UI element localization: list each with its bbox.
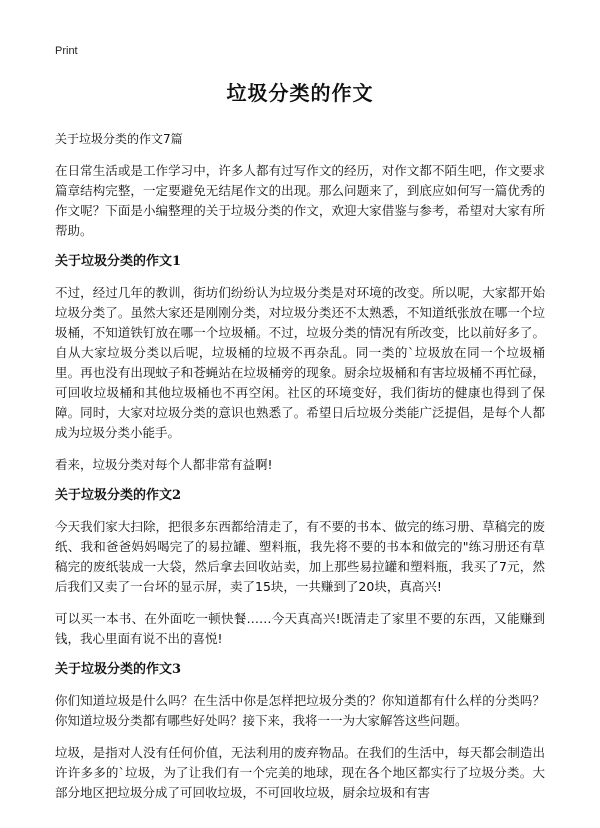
section-paragraph: 可以买一本书、在外面吃一顿快餐……今天真高兴!既清走了家里不要的东西，又能赚到钱，我心里面有说不出的喜悦!	[55, 611, 545, 646]
intro-paragraph: 在日常生活或是工作学习中，许多人都有过写作文的经历，对作文都不陌生吧，作文要求篇章结构完整，一定要避免无结尾作文的出现。那么问题来了，到底应如何写一篇优秀的作文呢？下面是小编整理的关于垃圾分类的作文，欢迎大家借鉴与参考，希望对大家有所帮助。	[55, 163, 545, 238]
page-title: 垃圾分类的作文	[226, 81, 374, 105]
document-page	[55, 44, 545, 815]
section-paragraph: 不过，经过几年的教训，街坊们纷纷认为垃圾分类是对环境的改变。所以呢，大家都开始垃圾分类了。虽然大家还是刚刚分类，对垃圾分类还不太熟悉，不知道纸张放在哪一个垃圾桶，不知道铁钉放在哪一个垃圾桶。不过，垃圾分类的情况有所改变，比以前好多了。自从大家垃圾分类以后呢，垃圾桶的垃圾不再杂乱。同一类的`垃圾放在同一个垃圾桶里。再也没有出现蚊子和苍蝇站在垃圾桶旁的现象。厨余垃圾桶和有害垃圾桶不再忙碌，可回收垃圾桶和其他垃圾桶也不再空闲。社区的环境变好，我们街坊的健康也得到了保障。同时，大家对垃圾分类的意识也熟悉了。希望日后垃圾分类能广泛提倡，是每个人都成为垃圾分类小能手。	[55, 285, 545, 440]
print-link[interactable]: Print	[55, 45, 78, 57]
section-paragraph: 垃圾，是指对人没有任何价值，无法利用的废弃物品。在我们的生活中，每天都会制造出许许多多的`垃圾，为了让我们有一个完美的地球，现在各个地区都实行了垃圾分类。大部分地区把垃圾分成了可回收垃圾，不可回收垃圾，厨余垃圾和有害	[55, 745, 545, 800]
essay-section-2	[55, 487, 545, 649]
essay-section-3	[55, 661, 545, 803]
document-subtitle: 关于垃圾分类的作文7篇	[55, 132, 183, 146]
section-paragraph: 今天我们家大扫除，把很多东西都给清走了，有不要的书本、做完的练习册、草稿完的废纸、我和爸爸妈妈喝完了的易拉罐、塑料瓶，我先将不要的书本和做完的"练习册还有草稿完的废纸装成一大袋，然后拿去回收站卖，加上那些易拉罐和塑料瓶，我买了7元，然后我们又卖了一台坏的显示屏，卖了15块，一共赚到了20块，真高兴!	[55, 519, 545, 594]
section-heading: 关于垃圾分类的作文3	[55, 662, 182, 677]
essay-section-1	[55, 253, 545, 475]
section-paragraph: 看来，垃圾分类对每个人都非常有益啊!	[55, 457, 273, 472]
section-heading: 关于垃圾分类的作文2	[55, 488, 182, 503]
section-paragraph: 你们知道垃圾是什么吗？在生活中你是怎样把垃圾分类的？你知道都有什么样的分类吗？你知道垃圾分类都有哪些好处吗？接下来，我将一一为大家解答这些问题。	[55, 693, 545, 728]
section-heading: 关于垃圾分类的作文1	[55, 254, 182, 269]
